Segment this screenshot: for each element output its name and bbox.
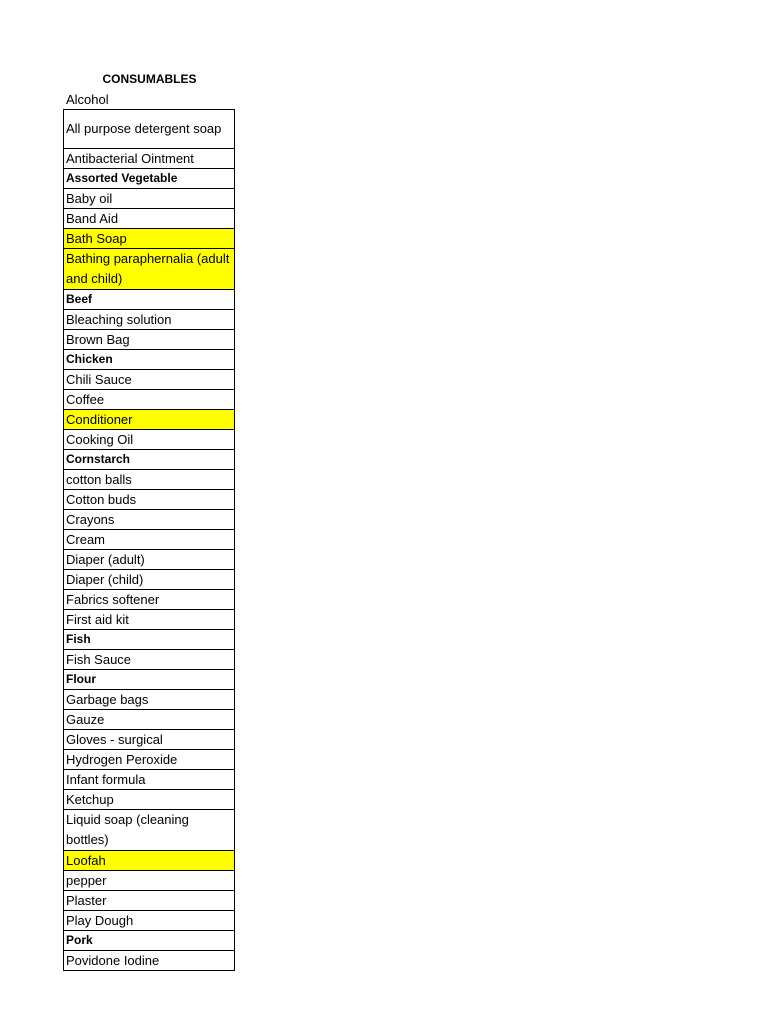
item-cell: Plaster: [64, 891, 235, 911]
table-row: [64, 670, 235, 690]
item-cell: Play Dough: [64, 911, 235, 931]
item-cell: Ketchup: [64, 790, 235, 810]
item-cell: Gloves - surgical: [64, 730, 235, 750]
list-item-header-row: Alcohol: [66, 92, 109, 107]
consumables-table-body: [64, 110, 235, 971]
table-row: [64, 490, 235, 510]
table-row: [64, 209, 235, 229]
table-row: [64, 330, 235, 350]
table-row: [64, 450, 235, 470]
table-row: [64, 770, 235, 790]
table-row: [64, 851, 235, 871]
item-cell: Chicken: [64, 350, 235, 370]
table-row: [64, 229, 235, 249]
table-row: [64, 350, 235, 370]
item-cell: Garbage bags: [64, 690, 235, 710]
table-row: [64, 650, 235, 670]
table-row: [64, 951, 235, 971]
table-row: [64, 510, 235, 530]
item-cell: Bath Soap: [64, 229, 235, 249]
table-row: [64, 690, 235, 710]
item-cell: Assorted Vegetable: [64, 169, 235, 189]
table-row: [64, 570, 235, 590]
table-row: [64, 249, 235, 290]
table-row: [64, 470, 235, 490]
table-row: [64, 810, 235, 851]
item-cell: Liquid soap (cleaning bottles): [64, 810, 235, 851]
item-cell: All purpose detergent soap: [64, 110, 235, 149]
table-row: [64, 790, 235, 810]
item-cell: Conditioner: [64, 410, 235, 430]
table-row: [64, 750, 235, 770]
item-cell: Diaper (adult): [64, 550, 235, 570]
table-row: [64, 390, 235, 410]
item-cell: Bleaching solution: [64, 310, 235, 330]
item-cell: First aid kit: [64, 610, 235, 630]
item-cell: Povidone Iodine: [64, 951, 235, 971]
table-row: [64, 550, 235, 570]
item-cell: Fish: [64, 630, 235, 650]
item-cell: Baby oil: [64, 189, 235, 209]
table-row: [64, 430, 235, 450]
item-cell: Gauze: [64, 710, 235, 730]
table-row: [64, 590, 235, 610]
item-cell: Fabrics softener: [64, 590, 235, 610]
item-cell: Brown Bag: [64, 330, 235, 350]
table-row: [64, 189, 235, 209]
table-row: [64, 891, 235, 911]
table-row: [64, 290, 235, 310]
item-cell: Loofah: [64, 851, 235, 871]
item-cell: Bathing paraphernalia (adult and child): [64, 249, 235, 290]
item-cell: Infant formula: [64, 770, 235, 790]
item-cell: Crayons: [64, 510, 235, 530]
table-row: [64, 630, 235, 650]
table-row: [64, 370, 235, 390]
item-cell: Pork: [64, 931, 235, 951]
document-title: CONSUMABLES: [102, 72, 197, 86]
item-cell: Flour: [64, 670, 235, 690]
table-row: [64, 911, 235, 931]
item-cell: Antibacterial Ointment: [64, 149, 235, 169]
table-row: [64, 730, 235, 750]
table-row: [64, 110, 235, 149]
table-row: [64, 530, 235, 550]
table-row: [64, 149, 235, 169]
item-cell: Cotton buds: [64, 490, 235, 510]
table-row: [64, 871, 235, 891]
table-row: [64, 610, 235, 630]
table-row: [64, 310, 235, 330]
item-cell: Chili Sauce: [64, 370, 235, 390]
item-cell: Cream: [64, 530, 235, 550]
item-cell: Diaper (child): [64, 570, 235, 590]
item-cell: Cooking Oil: [64, 430, 235, 450]
item-cell: Fish Sauce: [64, 650, 235, 670]
table-row: [64, 931, 235, 951]
item-cell: Hydrogen Peroxide: [64, 750, 235, 770]
table-row: [64, 169, 235, 189]
item-cell: pepper: [64, 871, 235, 891]
item-cell: cotton balls: [64, 470, 235, 490]
item-cell: Beef: [64, 290, 235, 310]
item-cell: Band Aid: [64, 209, 235, 229]
item-cell: Cornstarch: [64, 450, 235, 470]
item-cell: Coffee: [64, 390, 235, 410]
consumables-table: [63, 109, 235, 971]
table-row: [64, 410, 235, 430]
table-row: [64, 710, 235, 730]
